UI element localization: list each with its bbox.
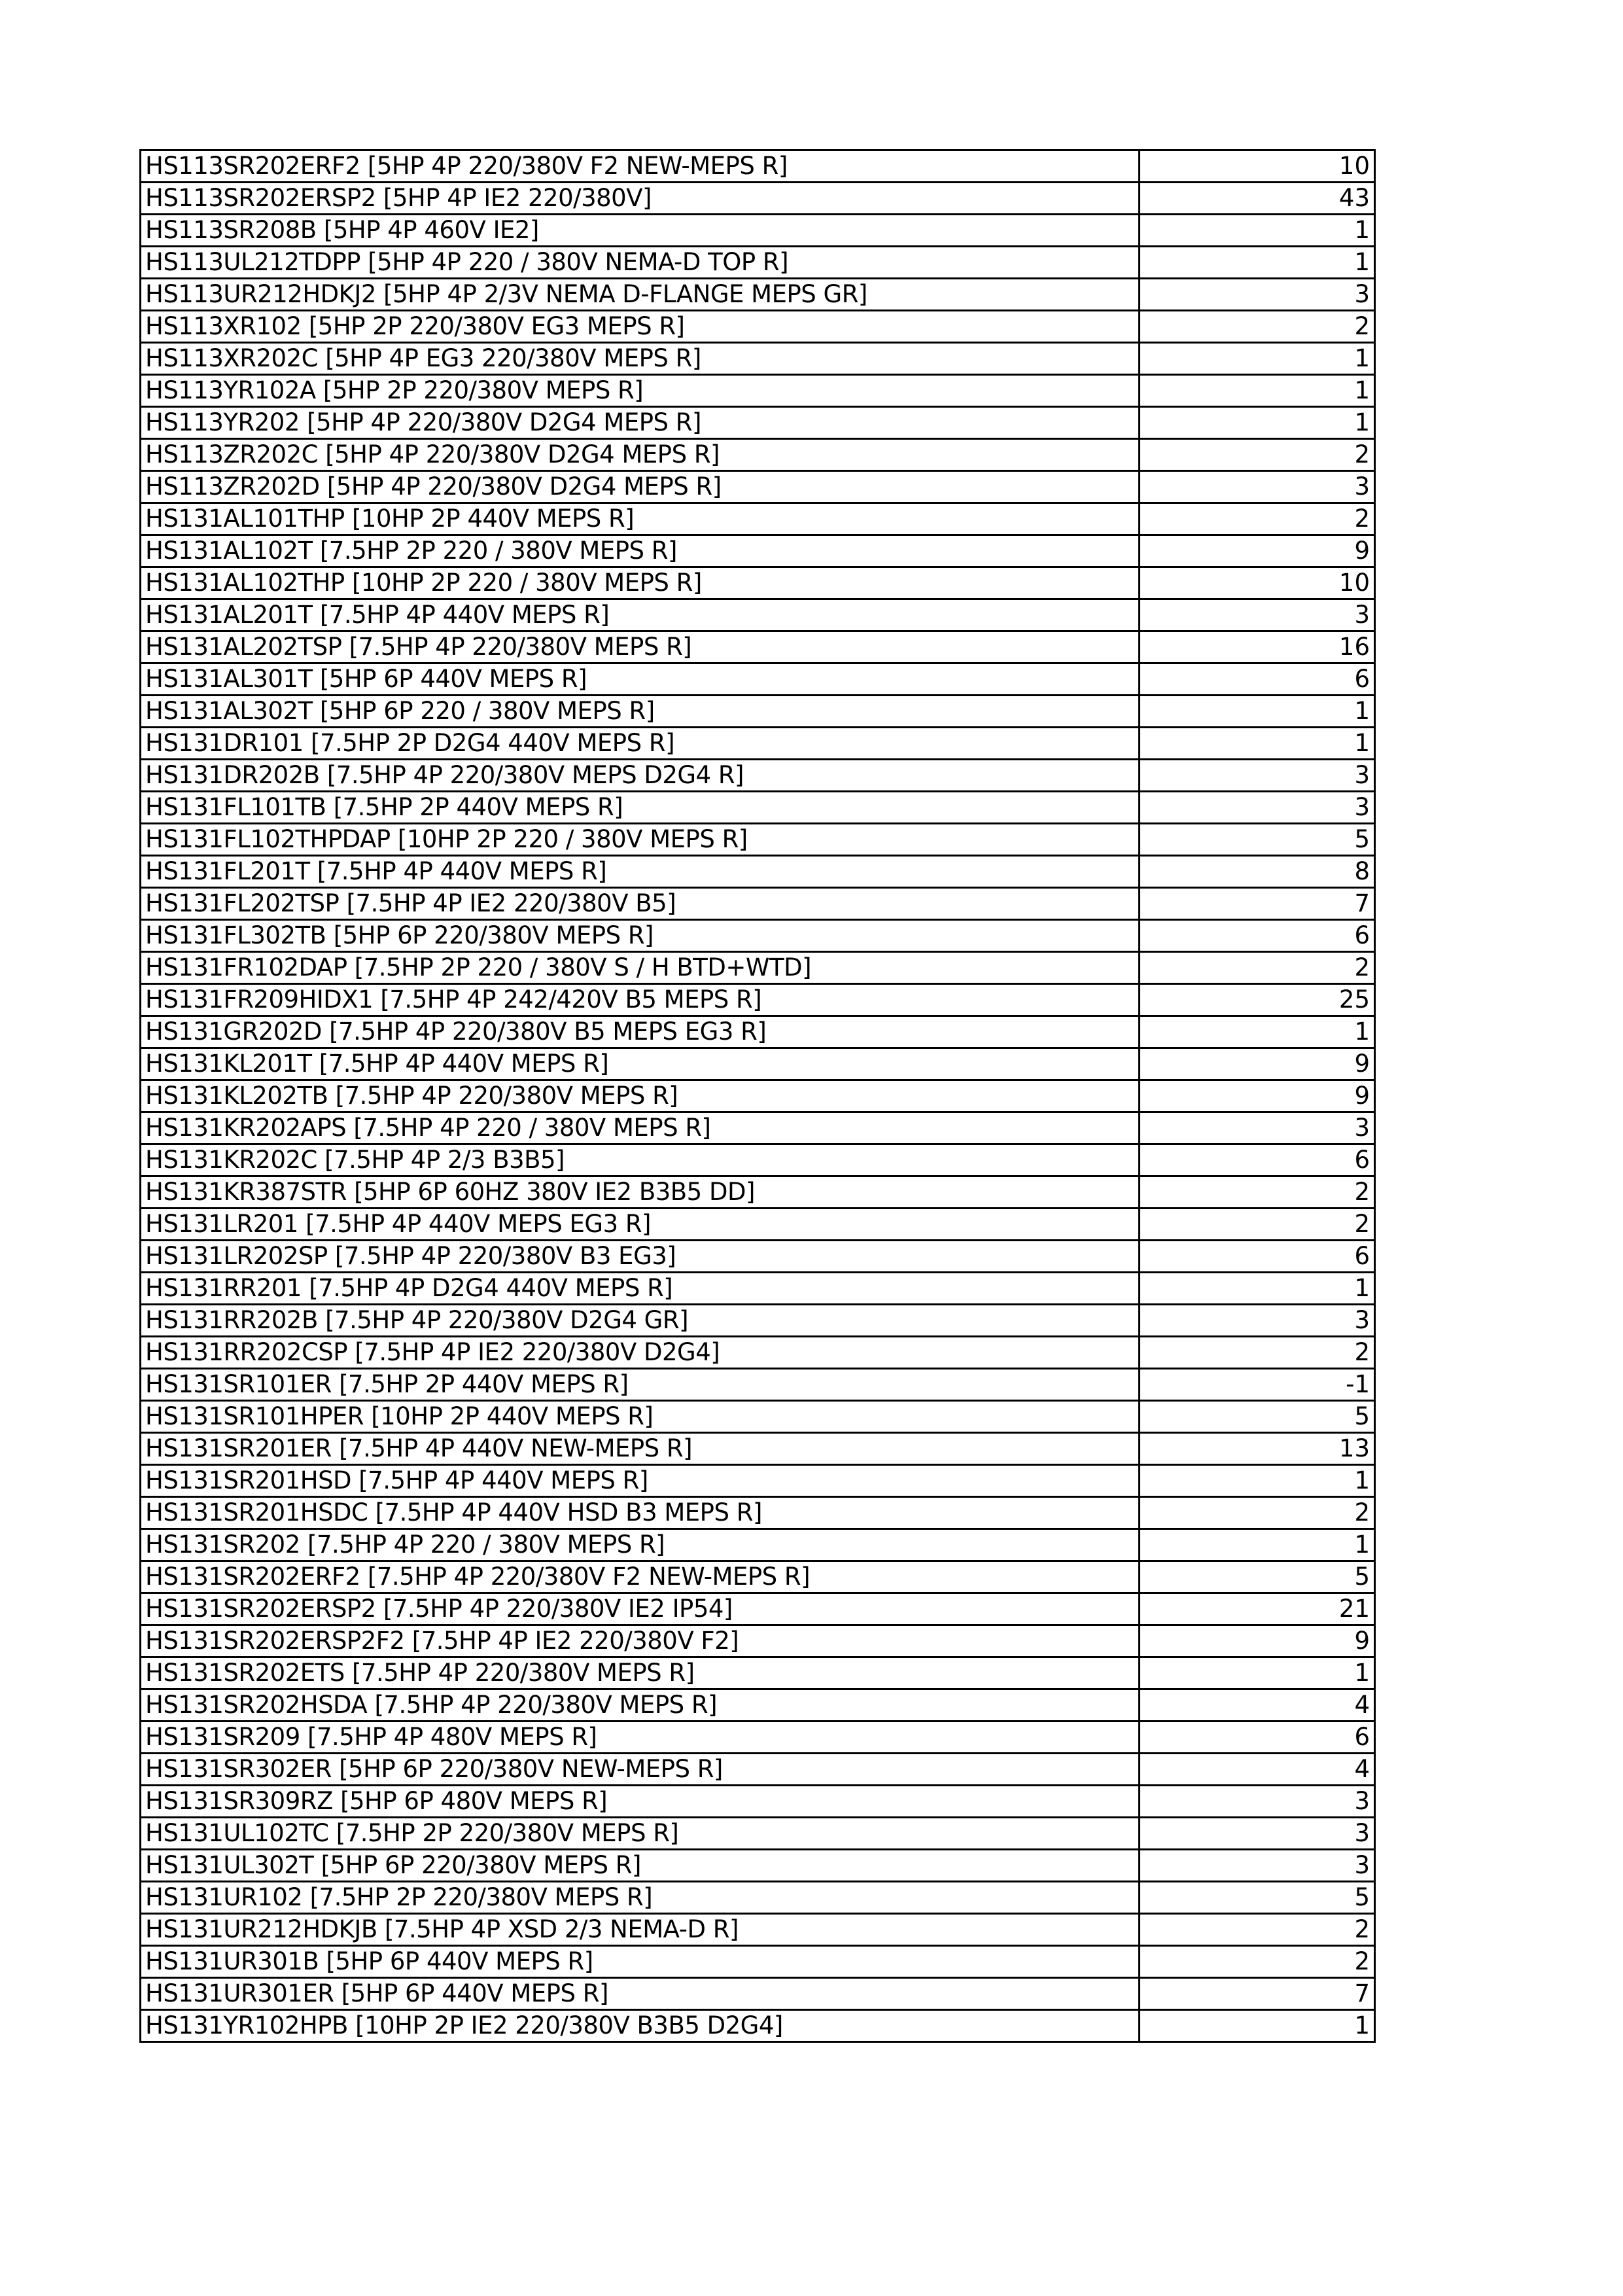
item-quantity-cell: 1 [1140,2010,1375,2042]
table-row [141,663,1375,696]
item-description-cell: HS131UR102 [7.5HP 2P 220/380V MEPS R] [141,1882,1140,1914]
item-description-cell: HS131AL302T [5HP 6P 220 / 380V MEPS R] [141,696,1140,728]
table-row [141,1850,1375,1882]
item-description-cell: HS131SR202ERSP2F2 [7.5HP 4P IE2 220/380V F2] [141,1625,1140,1657]
item-quantity-cell: 2 [1140,1337,1375,1369]
table-row [141,1978,1375,2010]
item-quantity-cell: 6 [1140,1722,1375,1754]
table-row [141,631,1375,663]
item-description-cell: HS131SR101HPER [10HP 2P 440V MEPS R] [141,1401,1140,1433]
table-row [141,1882,1375,1914]
item-description-cell: HS113XR102 [5HP 2P 220/380V EG3 MEPS R] [141,311,1140,343]
table-row [141,503,1375,535]
item-description-cell: HS131SR202ETS [7.5HP 4P 220/380V MEPS R] [141,1657,1140,1689]
table-row [141,1305,1375,1337]
table-row [141,1016,1375,1048]
item-description-cell: HS131KR387STR [5HP 6P 60HZ 380V IE2 B3B5 DD] [141,1176,1140,1209]
table-row [141,984,1375,1016]
table-row [141,888,1375,920]
item-description-cell: HS131DR101 [7.5HP 2P D2G4 440V MEPS R] [141,728,1140,760]
item-quantity-cell: 6 [1140,1144,1375,1176]
table-row [141,1048,1375,1080]
item-description-cell: HS131SR202HSDA [7.5HP 4P 220/380V MEPS R] [141,1689,1140,1722]
item-quantity-cell: 4 [1140,1689,1375,1722]
item-description-cell: HS113SR208B [5HP 4P 460V IE2] [141,215,1140,247]
table-row [141,407,1375,439]
table-row [141,1080,1375,1112]
table-row [141,1593,1375,1625]
item-description-cell: HS113ZR202C [5HP 4P 220/380V D2G4 MEPS R] [141,439,1140,471]
table-row [141,1465,1375,1497]
item-quantity-cell: 1 [1140,728,1375,760]
item-quantity-cell: 2 [1140,311,1375,343]
item-description-cell: HS131FL302TB [5HP 6P 220/380V MEPS R] [141,920,1140,952]
table-row [141,1561,1375,1593]
item-description-cell: HS131FL101TB [7.5HP 2P 440V MEPS R] [141,792,1140,824]
item-quantity-cell: 10 [1140,150,1375,183]
item-description-cell: HS131LR201 [7.5HP 4P 440V MEPS EG3 R] [141,1209,1140,1241]
item-quantity-cell: 3 [1140,471,1375,503]
item-quantity-cell: 2 [1140,1946,1375,1978]
item-quantity-cell: 4 [1140,1754,1375,1786]
table-row [141,279,1375,311]
item-quantity-cell: 1 [1140,1016,1375,1048]
item-description-cell: HS131AL102T [7.5HP 2P 220 / 380V MEPS R] [141,535,1140,567]
item-description-cell: HS131SR201HSDC [7.5HP 4P 440V HSD B3 MEPS R] [141,1497,1140,1529]
table-row [141,1369,1375,1401]
item-description-cell: HS131UR301ER [5HP 6P 440V MEPS R] [141,1978,1140,2010]
item-description-cell: HS113XR202C [5HP 4P EG3 220/380V MEPS R] [141,343,1140,375]
table-row [141,1144,1375,1176]
table-row [141,856,1375,888]
item-description-cell: HS113YR202 [5HP 4P 220/380V D2G4 MEPS R] [141,407,1140,439]
table-row [141,1818,1375,1850]
table-row [141,952,1375,984]
item-quantity-cell: 1 [1140,1657,1375,1689]
item-description-cell: HS131YR102HPB [10HP 2P IE2 220/380V B3B5 D2G4] [141,2010,1140,2042]
item-quantity-cell: 2 [1140,1209,1375,1241]
item-quantity-cell: 8 [1140,856,1375,888]
item-quantity-cell: 2 [1140,503,1375,535]
table-row [141,1433,1375,1465]
table-row [141,343,1375,375]
item-description-cell: HS113UR212HDKJ2 [5HP 4P 2/3V NEMA D-FLANGE MEPS GR] [141,279,1140,311]
item-description-cell: HS131DR202B [7.5HP 4P 220/380V MEPS D2G4 R] [141,760,1140,792]
item-description-cell: HS131FL201T [7.5HP 4P 440V MEPS R] [141,856,1140,888]
item-description-cell: HS131RR201 [7.5HP 4P D2G4 440V MEPS R] [141,1273,1140,1305]
table-row [141,1273,1375,1305]
item-quantity-cell: -1 [1140,1369,1375,1401]
item-quantity-cell: 6 [1140,663,1375,696]
table-row [141,2010,1375,2042]
table-row [141,439,1375,471]
item-quantity-cell: 3 [1140,1786,1375,1818]
item-description-cell: HS131AL301T [5HP 6P 440V MEPS R] [141,663,1140,696]
item-description-cell: HS113UL212TDPP [5HP 4P 220 / 380V NEMA-D TOP R] [141,247,1140,279]
item-quantity-cell: 2 [1140,439,1375,471]
item-quantity-cell: 5 [1140,1401,1375,1433]
item-description-cell: HS131SR209 [7.5HP 4P 480V MEPS R] [141,1722,1140,1754]
item-description-cell: HS131UL302T [5HP 6P 220/380V MEPS R] [141,1850,1140,1882]
item-quantity-cell: 2 [1140,1176,1375,1209]
item-quantity-cell: 2 [1140,1914,1375,1946]
item-quantity-cell: 13 [1140,1433,1375,1465]
item-quantity-cell: 5 [1140,824,1375,856]
item-description-cell: HS131LR202SP [7.5HP 4P 220/380V B3 EG3] [141,1241,1140,1273]
item-quantity-cell: 25 [1140,984,1375,1016]
item-quantity-cell: 3 [1140,1112,1375,1144]
table-row [141,1176,1375,1209]
item-quantity-cell: 1 [1140,343,1375,375]
item-quantity-cell: 9 [1140,1080,1375,1112]
item-description-cell: HS131SR101ER [7.5HP 2P 440V MEPS R] [141,1369,1140,1401]
item-description-cell: HS131KL201T [7.5HP 4P 440V MEPS R] [141,1048,1140,1080]
item-quantity-cell: 1 [1140,247,1375,279]
item-description-cell: HS131FR209HIDX1 [7.5HP 4P 242/420V B5 MEPS R] [141,984,1140,1016]
table-row [141,150,1375,183]
table-row [141,1209,1375,1241]
item-quantity-cell: 1 [1140,1529,1375,1561]
table-row [141,824,1375,856]
table-row [141,1786,1375,1818]
table-row [141,1625,1375,1657]
item-description-cell: HS131UR212HDKJB [7.5HP 4P XSD 2/3 NEMA-D R] [141,1914,1140,1946]
inventory-table [139,149,1376,2043]
item-quantity-cell: 3 [1140,599,1375,631]
item-quantity-cell: 7 [1140,1978,1375,2010]
item-quantity-cell: 9 [1140,535,1375,567]
item-quantity-cell: 1 [1140,696,1375,728]
table-row [141,215,1375,247]
item-description-cell: HS131SR202ERSP2 [7.5HP 4P 220/380V IE2 IP54] [141,1593,1140,1625]
table-row [141,1914,1375,1946]
table-row [141,760,1375,792]
item-description-cell: HS131FL202TSP [7.5HP 4P IE2 220/380V B5] [141,888,1140,920]
item-quantity-cell: 2 [1140,1497,1375,1529]
item-description-cell: HS131SR201ER [7.5HP 4P 440V NEW-MEPS R] [141,1433,1140,1465]
table-row [141,1657,1375,1689]
item-quantity-cell: 21 [1140,1593,1375,1625]
table-row [141,567,1375,599]
item-quantity-cell: 43 [1140,183,1375,215]
table-row [141,183,1375,215]
item-description-cell: HS131AL201T [7.5HP 4P 440V MEPS R] [141,599,1140,631]
item-description-cell: HS131SR202 [7.5HP 4P 220 / 380V MEPS R] [141,1529,1140,1561]
item-quantity-cell: 10 [1140,567,1375,599]
item-description-cell: HS131SR302ER [5HP 6P 220/380V NEW-MEPS R] [141,1754,1140,1786]
item-quantity-cell: 7 [1140,888,1375,920]
table-row [141,375,1375,407]
item-quantity-cell: 9 [1140,1625,1375,1657]
table-row [141,1689,1375,1722]
item-description-cell: HS113SR202ERF2 [5HP 4P 220/380V F2 NEW-MEPS R] [141,150,1140,183]
item-description-cell: HS131GR202D [7.5HP 4P 220/380V B5 MEPS EG3 R] [141,1016,1140,1048]
item-quantity-cell: 3 [1140,760,1375,792]
item-quantity-cell: 1 [1140,1465,1375,1497]
item-description-cell: HS131SR202ERF2 [7.5HP 4P 220/380V F2 NEW-MEPS R] [141,1561,1140,1593]
item-quantity-cell: 1 [1140,1273,1375,1305]
table-row [141,1946,1375,1978]
item-description-cell: HS131KL202TB [7.5HP 4P 220/380V MEPS R] [141,1080,1140,1112]
item-description-cell: HS131FL102THPDAP [10HP 2P 220 / 380V MEPS R] [141,824,1140,856]
table-row [141,1529,1375,1561]
table-row [141,471,1375,503]
item-quantity-cell: 3 [1140,1305,1375,1337]
item-description-cell: HS131FR102DAP [7.5HP 2P 220 / 380V S / H BTD+WTD] [141,952,1140,984]
item-quantity-cell: 1 [1140,215,1375,247]
table-row [141,599,1375,631]
table-row [141,535,1375,567]
item-quantity-cell: 2 [1140,952,1375,984]
item-quantity-cell: 6 [1140,920,1375,952]
item-quantity-cell: 3 [1140,279,1375,311]
table-row [141,920,1375,952]
item-quantity-cell: 5 [1140,1561,1375,1593]
item-quantity-cell: 1 [1140,407,1375,439]
item-description-cell: HS131UR301B [5HP 6P 440V MEPS R] [141,1946,1140,1978]
item-description-cell: HS131AL101THP [10HP 2P 440V MEPS R] [141,503,1140,535]
table-row [141,792,1375,824]
item-quantity-cell: 3 [1140,1818,1375,1850]
table-row [141,1497,1375,1529]
item-description-cell: HS131AL202TSP [7.5HP 4P 220/380V MEPS R] [141,631,1140,663]
table-row [141,696,1375,728]
table-row [141,1337,1375,1369]
table-row [141,728,1375,760]
item-description-cell: HS131AL102THP [10HP 2P 220 / 380V MEPS R] [141,567,1140,599]
item-description-cell: HS131KR202APS [7.5HP 4P 220 / 380V MEPS R] [141,1112,1140,1144]
item-description-cell: HS131RR202B [7.5HP 4P 220/380V D2G4 GR] [141,1305,1140,1337]
item-description-cell: HS113SR202ERSP2 [5HP 4P IE2 220/380V] [141,183,1140,215]
item-quantity-cell: 5 [1140,1882,1375,1914]
item-description-cell: HS113YR102A [5HP 2P 220/380V MEPS R] [141,375,1140,407]
table-row [141,311,1375,343]
item-quantity-cell: 16 [1140,631,1375,663]
table-row [141,247,1375,279]
table-row [141,1401,1375,1433]
item-quantity-cell: 3 [1140,792,1375,824]
item-description-cell: HS113ZR202D [5HP 4P 220/380V D2G4 MEPS R] [141,471,1140,503]
table-row [141,1754,1375,1786]
item-description-cell: HS131KR202C [7.5HP 4P 2/3 B3B5] [141,1144,1140,1176]
item-description-cell: HS131SR201HSD [7.5HP 4P 440V MEPS R] [141,1465,1140,1497]
item-quantity-cell: 6 [1140,1241,1375,1273]
item-quantity-cell: 3 [1140,1850,1375,1882]
item-quantity-cell: 9 [1140,1048,1375,1080]
item-quantity-cell: 1 [1140,375,1375,407]
item-description-cell: HS131SR309RZ [5HP 6P 480V MEPS R] [141,1786,1140,1818]
table-row [141,1112,1375,1144]
inventory-table-body [141,150,1375,2042]
table-row [141,1722,1375,1754]
item-description-cell: HS131RR202CSP [7.5HP 4P IE2 220/380V D2G4] [141,1337,1140,1369]
table-row [141,1241,1375,1273]
item-description-cell: HS131UL102TC [7.5HP 2P 220/380V MEPS R] [141,1818,1140,1850]
